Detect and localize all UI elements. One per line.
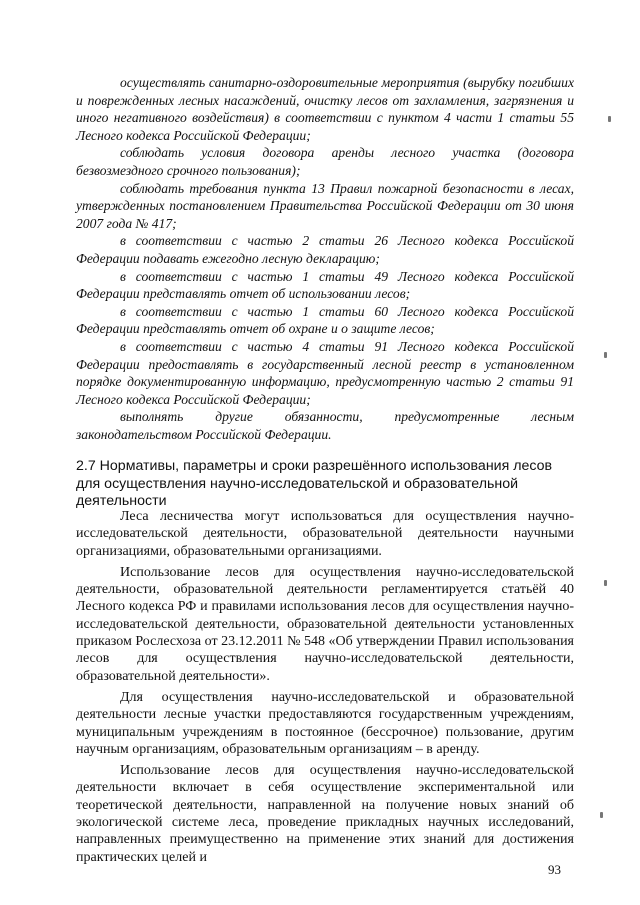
scan-mark: [604, 352, 607, 358]
scan-mark: [604, 580, 607, 586]
scan-mark: [600, 812, 603, 818]
obligation-paragraph: соблюдать требования пункта 13 Правил пожарной безопасности в лесах, утвержденных постановлением Правительства Российской Федерации от 30 июня 2007 года № 417;: [76, 180, 574, 231]
obligation-paragraph: в соответствии с частью 1 статьи 49 Лесного кодекса Российской Федерации представлять отчет об использовании лесов;: [76, 268, 574, 302]
obligations-list: [76, 74, 574, 443]
obligation-paragraph: соблюдать условия договора аренды лесного участка (договора безвозмездного срочного пользования);: [76, 145, 574, 178]
obligation-paragraph: в соответствии с частью 2 статьи 26 Лесного кодекса Российской Федерации подавать ежегодно лесную декларацию;: [76, 233, 574, 266]
obligation-paragraph: в соответствии с частью 4 статьи 91 Лесного кодекса Российской Федерации предоставлять в государственный лесной реестр в установленном порядке документированную информацию, предусмотренную частью 2 статьи 91 Лесного кодекса Российской Федерации;: [76, 338, 574, 407]
body-paragraph: Использование лесов для осуществления научно-исследовательской деятельности включает в себя осуществление экспериментальной или теоретической деятельности, направленной на получение новых знаний об экологической системе леса, проведение прикладных научных исследований, направленных преимущественно на применение этих знаний для достижения практических целей и: [76, 763, 574, 865]
page-number: 93: [548, 862, 561, 877]
obligation-paragraph: осуществлять санитарно-оздоровительные мероприятия (вырубку погибших и поврежденных лесных насаждений, очистку лесов от захламления, загрязнения и иного негативного воздействия) в соответствии с пунктом 4 части 1 статьи 55 Лесного кодекса Российской Федерации;: [76, 75, 574, 143]
section-heading: 2.7 Нормативы, параметры и сроки разрешённого использования лесов для осуществления научно-исследовательской и образовательной деятельности: [76, 458, 553, 509]
obligation-paragraph: выполнять другие обязанности, предусмотренные лесным законодательством Российской Федерации.: [76, 409, 574, 442]
section-body: [76, 508, 574, 870]
obligation-paragraph: в соответствии с частью 1 статьи 60 Лесного кодекса Российской Федерации представлять отчет об охране и о защите лесов;: [76, 303, 574, 337]
body-paragraph: Для осуществления научно-исследовательской и образовательной деятельности лесные участки предоставляются государственным учреждениям, муниципальным учреждениям в постоянное (бессрочное) пользование, другим научным организациям, образовательным организациям – в аренду.: [76, 689, 574, 757]
scan-mark: [608, 116, 611, 122]
body-paragraph: Использование лесов для осуществления научно-исследовательской деятельности, образовательной деятельности регламентируется статьёй 40 Лесного кодекса РФ и правилами использования лесов для осуществления научно-исследовательской деятельности, образовательной деятельности установленных приказом Рослесхоза от 23.12.2011 № 548 «Об утверждении Правил использования лесов для осуществления научно-исследовательской деятельности, образовательной деятельности».: [76, 564, 574, 684]
body-paragraph: Леса лесничества могут использоваться для осуществления научно-исследовательской деятельности, образовательной деятельности научными организациями, образовательными организациями.: [76, 509, 574, 559]
